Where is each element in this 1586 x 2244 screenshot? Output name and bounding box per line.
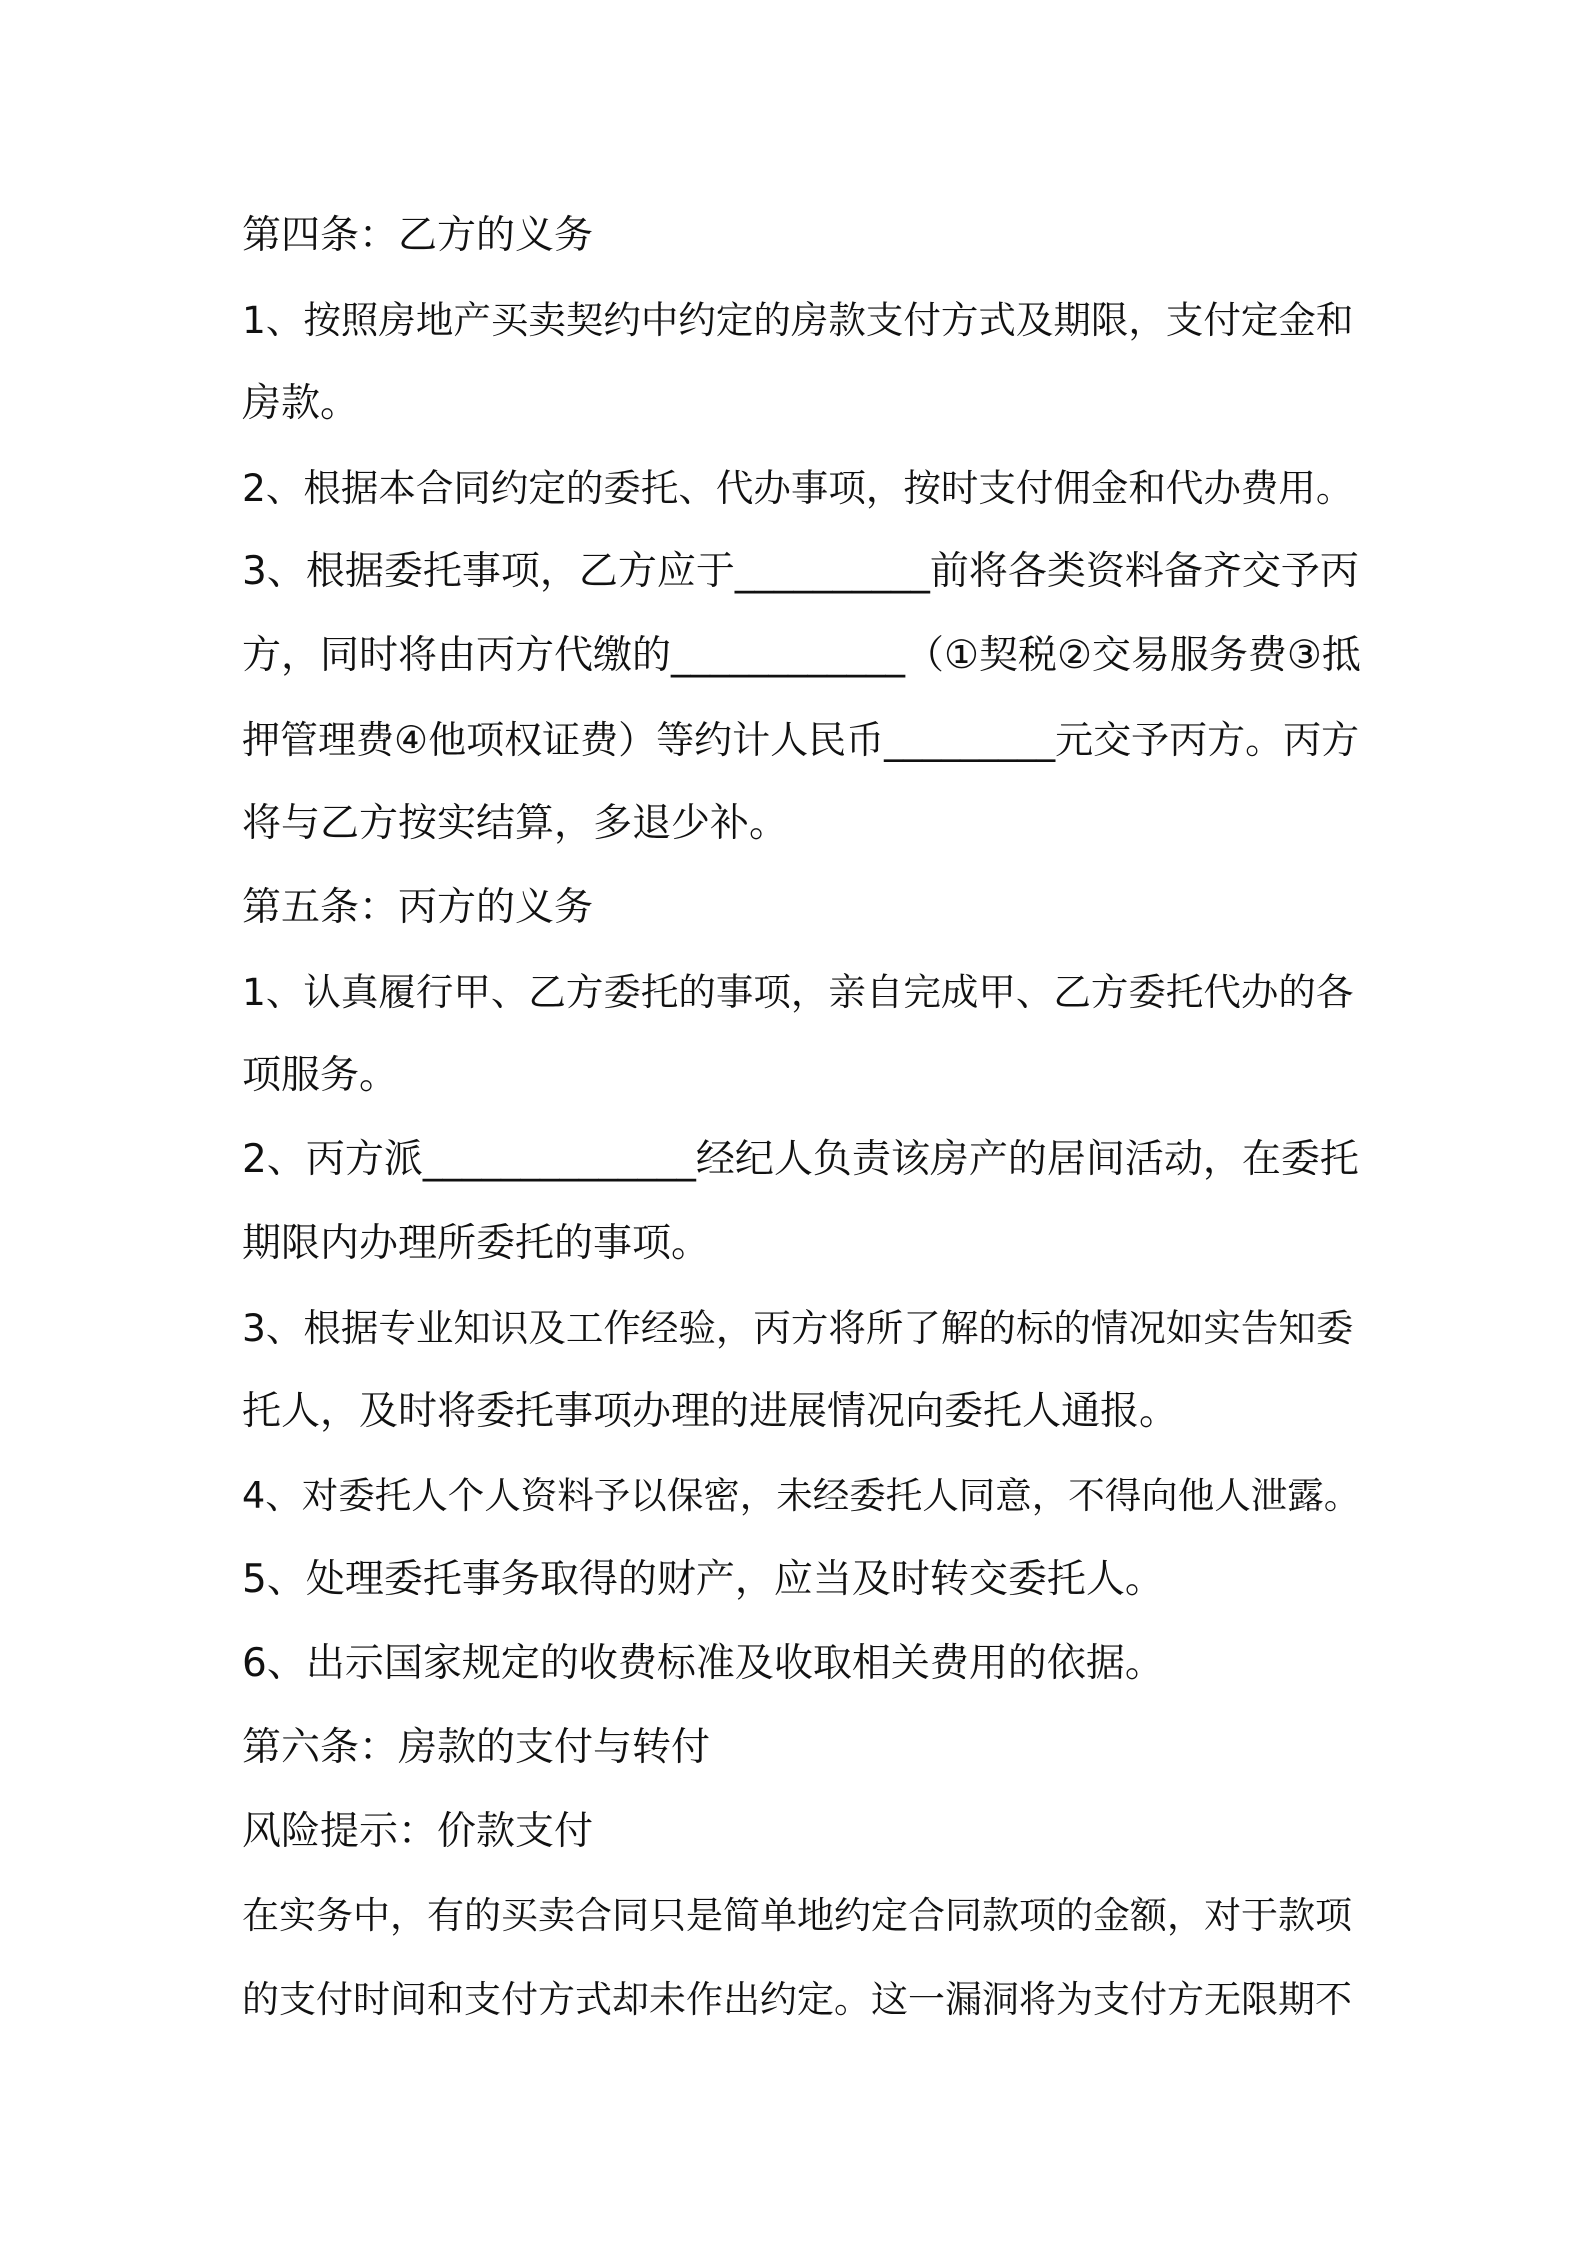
text-line: 6、出示国家规定的收费标准及收取相关费用的依据。	[242, 1641, 1164, 1686]
text-line: 项服务。	[242, 1053, 399, 1098]
text-line: 在实务中，有的买卖合同只是简单地约定合同款项的金额，对于款项	[242, 1894, 1352, 1937]
text-line: 5、处理委托事务取得的财产，应当及时转交委托人。	[242, 1557, 1164, 1602]
text-line: 方，同时将由丙方代缴的____________（①契税②交易服务费③抵	[242, 633, 1361, 678]
risk-notice-heading: 风险提示：价款支付	[242, 1809, 594, 1854]
text-line: 1、按照房地产买卖契约中约定的房款支付方式及期限，支付定金和	[242, 298, 1354, 342]
text-line: 期限内办理所委托的事项。	[242, 1221, 711, 1266]
article-5-heading: 第五条：丙方的义务	[242, 885, 594, 930]
text-line: 2、丙方派______________经纪人负责该房产的居间活动，在委托	[242, 1137, 1359, 1182]
text-line: 4、对委托人个人资料予以保密，未经委托人同意，不得向他人泄露。	[242, 1474, 1361, 1517]
text-line: 押管理费④他项权证费）等约计人民币_________元交予丙方。丙方	[242, 718, 1360, 762]
text-line: 1、认真履行甲、乙方委托的事项，亲自完成甲、乙方委托代办的各	[242, 970, 1354, 1014]
text-line: 3、根据委托事项，乙方应于__________前将各类资料备齐交予丙	[242, 549, 1359, 594]
document-body	[242, 194, 1366, 2042]
text-line: 2、根据本合同约定的委托、代办事项，按时支付佣金和代办费用。	[242, 466, 1354, 510]
article-6-heading: 第六条：房款的支付与转付	[242, 1725, 711, 1770]
text-line: 3、根据专业知识及工作经验，丙方将所了解的标的情况如实告知委	[242, 1306, 1354, 1350]
article-4-heading: 第四条：乙方的义务	[242, 213, 594, 258]
text-line: 将与乙方按实结算，多退少补。	[242, 801, 789, 846]
text-line: 托人，及时将委托事项办理的进展情况向委托人通报。	[242, 1389, 1179, 1434]
text-line: 房款。	[242, 381, 360, 426]
text-line: 的支付时间和支付方式却未作出约定。这一漏洞将为支付方无限期不	[242, 1978, 1352, 2021]
